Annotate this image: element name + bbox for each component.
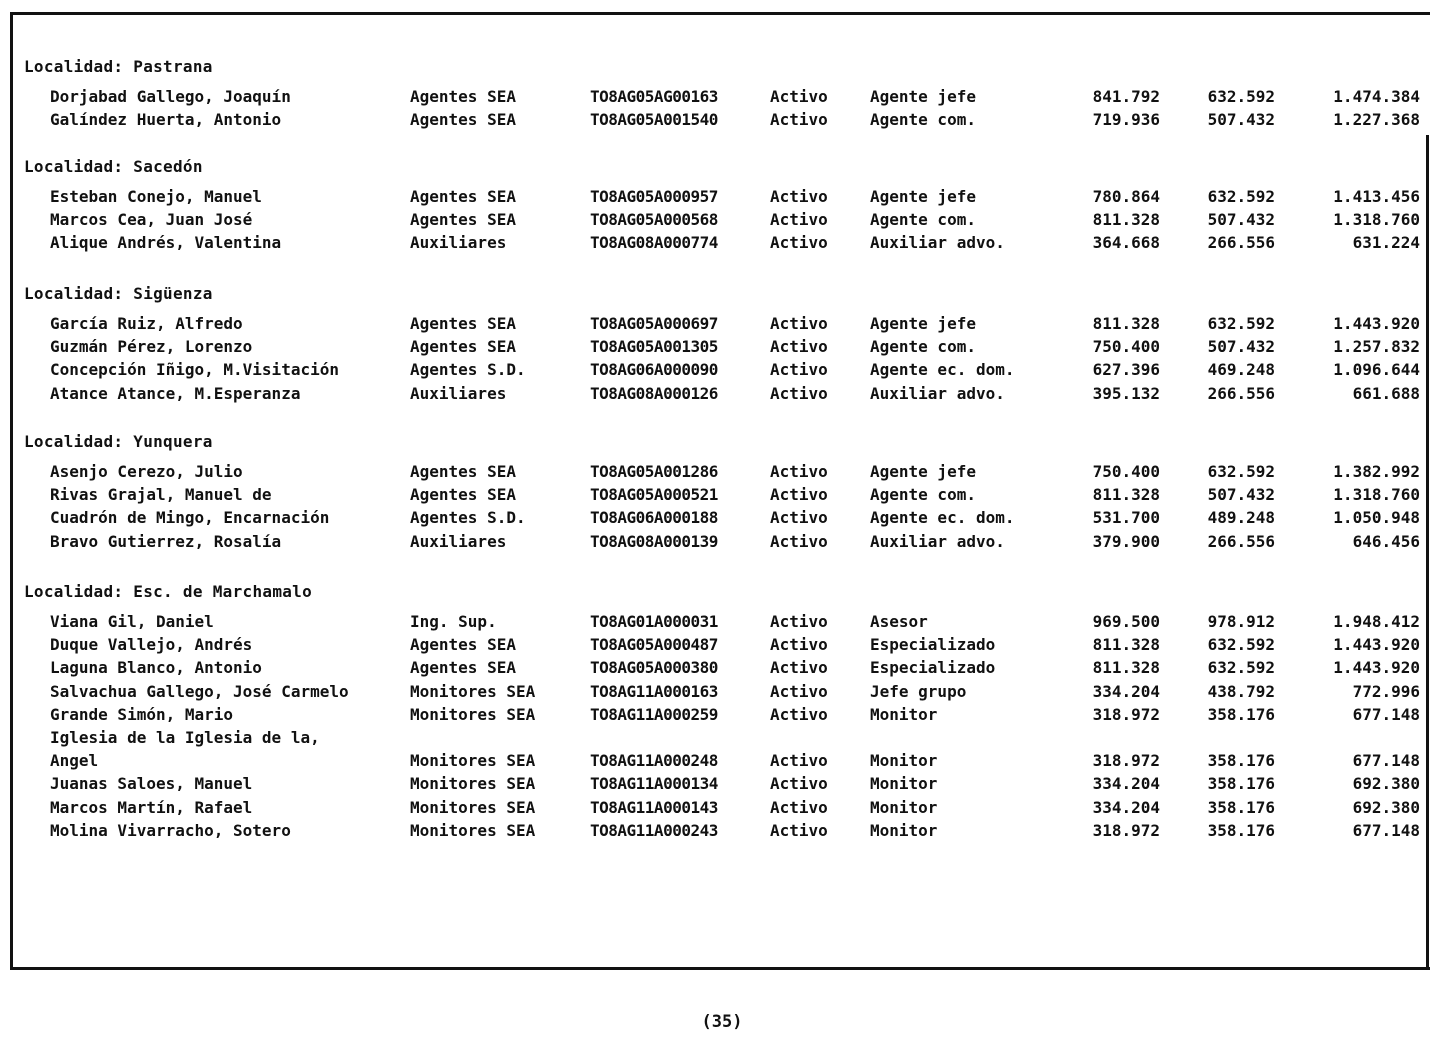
cell-v1: 841.792 <box>1092 87 1160 106</box>
cell-code: TO8AG05A000957 <box>590 187 718 206</box>
cell-code: TO8AG01A000031 <box>590 612 718 631</box>
cell-cat: Agentes SEA <box>410 635 516 655</box>
cell-status: Activo <box>770 210 828 230</box>
cell-code: TO8AG05A000568 <box>590 210 718 230</box>
section-heading: Localidad: Pastrana <box>24 57 213 76</box>
cell-position: Agente com. <box>870 210 976 230</box>
cell-v2: 978.912 <box>1207 612 1275 631</box>
cell-position: Agente jefe <box>870 462 976 481</box>
section-heading: Localidad: Sacedón <box>24 157 203 176</box>
table-row <box>0 337 1444 359</box>
cell-v3: 772.996 <box>1352 681 1420 701</box>
cell-name: Concepción Iñigo, M.Visitación <box>50 360 339 380</box>
cell-v1: 531.700 <box>1092 508 1160 528</box>
cell-position: Auxiliar advo. <box>870 531 1005 551</box>
cell-position: Agente jefe <box>870 314 976 333</box>
cell-v1: 811.328 <box>1092 210 1160 230</box>
cell-v2: 266.556 <box>1207 233 1275 253</box>
cell-status: Activo <box>770 658 828 678</box>
cell-status: Activo <box>770 612 828 631</box>
cell-position: Monitor <box>870 774 938 794</box>
cell-v2: 469.248 <box>1207 360 1275 380</box>
cell-v3: 661.688 <box>1352 383 1420 403</box>
cell-name: Laguna Blanco, Antonio <box>50 658 262 678</box>
cell-v2: 358.176 <box>1207 704 1275 724</box>
cell-status: Activo <box>770 751 828 771</box>
cell-status: Activo <box>770 774 828 794</box>
cell-status: Activo <box>770 314 828 333</box>
cell-status: Activo <box>770 508 828 528</box>
cell-code: TO8AG11A000248 <box>590 751 718 771</box>
cell-v1: 627.396 <box>1092 360 1160 380</box>
cell-v3: 631.224 <box>1352 233 1420 253</box>
cell-v3: 1.443.920 <box>1333 658 1420 678</box>
cell-v1: 334.204 <box>1092 774 1160 794</box>
cell-code: TO8AG08A000139 <box>590 531 718 551</box>
cell-name: Grande Simón, Mario <box>50 704 234 724</box>
cell-name: Marcos Cea, Juan José <box>50 210 253 230</box>
cell-position: Jefe grupo <box>870 681 967 701</box>
cell-v1: 811.328 <box>1092 658 1160 678</box>
cell-position: Especializado <box>870 658 996 678</box>
cell-name: Duque Vallejo, Andrés <box>50 635 253 655</box>
cell-status: Activo <box>770 485 828 505</box>
cell-v2: 489.248 <box>1207 508 1275 528</box>
table-row <box>0 658 1444 680</box>
cell-code: TO8AG11A000259 <box>590 704 718 724</box>
cell-position: Agente com. <box>870 110 976 130</box>
cell-name: Guzmán Pérez, Lorenzo <box>50 337 253 357</box>
cell-v2: 632.592 <box>1207 658 1275 678</box>
cell-code: TO8AG11A000134 <box>590 774 718 794</box>
cell-name: Asenjo Cerezo, Julio <box>50 462 243 481</box>
cell-v2: 358.176 <box>1207 820 1275 840</box>
cell-name: Molina Vivarracho, Sotero <box>50 820 291 840</box>
cell-v2: 358.176 <box>1207 751 1275 771</box>
table-row <box>0 110 1444 132</box>
cell-v3: 1.413.456 <box>1333 187 1420 206</box>
table-row <box>0 821 1444 843</box>
cell-position: Monitor <box>870 820 938 840</box>
table-row <box>0 705 1444 727</box>
cell-v2: 358.176 <box>1207 797 1275 817</box>
cell-code: TO8AG05AG00163 <box>590 87 718 106</box>
cell-status: Activo <box>770 383 828 403</box>
table-row <box>0 682 1444 704</box>
cell-v3: 677.148 <box>1352 704 1420 724</box>
cell-v2: 358.176 <box>1207 774 1275 794</box>
cell-v2: 632.592 <box>1207 635 1275 655</box>
table-row <box>0 187 1444 209</box>
cell-v1: 395.132 <box>1092 383 1160 403</box>
cell-v2: 266.556 <box>1207 531 1275 551</box>
cell-position: Especializado <box>870 635 996 655</box>
cell-name: Marcos Martín, Rafael <box>50 797 253 817</box>
cell-name: Salvachua Gallego, José Carmelo <box>50 681 349 701</box>
cell-position: Agente com. <box>870 485 976 505</box>
cell-v1: 811.328 <box>1092 314 1160 333</box>
table-row <box>0 798 1444 820</box>
section-heading: Localidad: Sigüenza <box>24 284 213 303</box>
table-row <box>0 360 1444 382</box>
cell-name: Esteban Conejo, Manuel <box>50 187 262 206</box>
cell-status: Activo <box>770 360 828 380</box>
cell-v3: 1.257.832 <box>1333 337 1420 357</box>
table-row <box>0 532 1444 554</box>
cell-v3: 1.318.760 <box>1333 210 1420 230</box>
cell-code: TO8AG05A000521 <box>590 485 718 505</box>
cell-v2: 507.432 <box>1207 485 1275 505</box>
cell-v2: 632.592 <box>1207 462 1275 481</box>
cell-name: Iglesia de la Iglesia de la, <box>50 728 320 747</box>
cell-status: Activo <box>770 187 828 206</box>
cell-v3: 1.096.644 <box>1333 360 1420 380</box>
cell-code: TO8AG08A000126 <box>590 383 718 403</box>
cell-name: Rivas Grajal, Manuel de <box>50 485 272 505</box>
cell-code: TO8AG05A001286 <box>590 462 718 481</box>
table-row <box>0 485 1444 507</box>
cell-position: Monitor <box>870 704 938 724</box>
cell-v1: 719.936 <box>1092 110 1160 130</box>
cell-cat: Agentes SEA <box>410 314 516 333</box>
cell-v1: 334.204 <box>1092 681 1160 701</box>
cell-code: TO8AG06A000188 <box>590 508 718 528</box>
cell-name: Bravo Gutierrez, Rosalía <box>50 531 282 551</box>
cell-cat: Agentes SEA <box>410 210 516 230</box>
cell-v3: 677.148 <box>1352 820 1420 840</box>
cell-v1: 379.900 <box>1092 531 1160 551</box>
cell-name: Dorjabad Gallego, Joaquín <box>50 87 291 106</box>
cell-name: Cuadrón de Mingo, Encarnación <box>50 508 330 528</box>
cell-code: TO8AG05A001540 <box>590 110 718 130</box>
cell-status: Activo <box>770 681 828 701</box>
cell-name: Atance Atance, M.Esperanza <box>50 383 301 403</box>
table-row <box>0 774 1444 796</box>
cell-v3: 1.443.920 <box>1333 635 1420 655</box>
table-row <box>0 462 1444 484</box>
cell-status: Activo <box>770 462 828 481</box>
cell-cat: Monitores SEA <box>410 751 536 771</box>
cell-cat: Auxiliares <box>410 233 507 253</box>
cell-cat: Auxiliares <box>410 383 507 403</box>
cell-v2: 507.432 <box>1207 110 1275 130</box>
cell-cat: Agentes SEA <box>410 337 516 357</box>
cell-status: Activo <box>770 337 828 357</box>
cell-v3: 1.227.368 <box>1333 110 1420 130</box>
cell-v2: 632.592 <box>1207 87 1275 106</box>
cell-v1: 750.400 <box>1092 337 1160 357</box>
cell-status: Activo <box>770 820 828 840</box>
cell-v2: 632.592 <box>1207 187 1275 206</box>
cell-cat: Agentes SEA <box>410 187 516 206</box>
cell-cat: Agentes SEA <box>410 658 516 678</box>
cell-cat: Monitores SEA <box>410 704 536 724</box>
cell-position: Agente ec. dom. <box>870 360 1015 380</box>
cell-cat: Agentes SEA <box>410 87 516 106</box>
table-row <box>0 508 1444 530</box>
cell-position: Agente ec. dom. <box>870 508 1015 528</box>
cell-name: Galíndez Huerta, Antonio <box>50 110 282 130</box>
section-heading: Localidad: Esc. de Marchamalo <box>24 582 313 601</box>
cell-cat: Auxiliares <box>410 531 507 551</box>
cell-status: Activo <box>770 87 828 106</box>
cell-code: TO8AG05A000487 <box>590 635 718 655</box>
cell-code: TO8AG06A000090 <box>590 360 718 380</box>
cell-code: TO8AG05A000380 <box>590 658 718 678</box>
cell-code: TO8AG11A000163 <box>590 681 718 701</box>
cell-v1: 750.400 <box>1092 462 1160 481</box>
cell-v2: 507.432 <box>1207 210 1275 230</box>
cell-v2: 266.556 <box>1207 383 1275 403</box>
cell-cat: Monitores SEA <box>410 681 536 701</box>
cell-status: Activo <box>770 704 828 724</box>
cell-v3: 1.948.412 <box>1333 612 1420 631</box>
table-row <box>0 210 1444 232</box>
cell-position: Agente jefe <box>870 187 976 206</box>
cell-code: TO8AG11A000143 <box>590 797 718 817</box>
cell-name: Alique Andrés, Valentina <box>50 233 282 253</box>
cell-cat: Agentes SEA <box>410 485 516 505</box>
cell-cat: Monitores SEA <box>410 820 536 840</box>
cell-v3: 1.050.948 <box>1333 508 1420 528</box>
page-number: (35) <box>701 1012 743 1032</box>
cell-cat: Monitores SEA <box>410 774 536 794</box>
cell-v3: 1.382.992 <box>1333 462 1420 481</box>
cell-code: TO8AG05A001305 <box>590 337 718 357</box>
cell-position: Monitor <box>870 797 938 817</box>
cell-name: García Ruiz, Alfredo <box>50 314 243 333</box>
cell-v1: 780.864 <box>1092 187 1160 206</box>
cell-v3: 1.443.920 <box>1333 314 1420 333</box>
cell-name: Juanas Saloes, Manuel <box>50 774 253 794</box>
table-row <box>0 635 1444 657</box>
cell-status: Activo <box>770 233 828 253</box>
cell-v1: 811.328 <box>1092 485 1160 505</box>
section-heading: Localidad: Yunquera <box>24 432 213 451</box>
cell-status: Activo <box>770 797 828 817</box>
cell-cat: Ing. Sup. <box>410 612 497 631</box>
cell-v2: 507.432 <box>1207 337 1275 357</box>
cell-v3: 677.148 <box>1352 751 1420 771</box>
cell-cat: Agentes S.D. <box>410 508 526 528</box>
cell-cat: Agentes SEA <box>410 462 516 481</box>
cell-v1: 318.972 <box>1092 820 1160 840</box>
cell-v2: 632.592 <box>1207 314 1275 333</box>
cell-v3: 1.318.760 <box>1333 485 1420 505</box>
cell-v1: 969.500 <box>1092 612 1160 631</box>
cell-position: Agente jefe <box>870 87 976 106</box>
cell-v1: 364.668 <box>1092 233 1160 253</box>
cell-cat: Agentes S.D. <box>410 360 526 380</box>
cell-v3: 692.380 <box>1352 797 1420 817</box>
cell-position: Asesor <box>870 612 928 631</box>
cell-position: Auxiliar advo. <box>870 383 1005 403</box>
cell-position: Agente com. <box>870 337 976 357</box>
cell-v3: 1.474.384 <box>1333 87 1420 106</box>
cell-status: Activo <box>770 531 828 551</box>
cell-v1: 334.204 <box>1092 797 1160 817</box>
cell-name: Angel <box>50 751 99 771</box>
cell-code: TO8AG08A000774 <box>590 233 718 253</box>
cell-position: Auxiliar advo. <box>870 233 1005 253</box>
table-row <box>0 612 1444 634</box>
table-row <box>0 314 1444 336</box>
cell-cat: Monitores SEA <box>410 797 536 817</box>
cell-v1: 811.328 <box>1092 635 1160 655</box>
cell-status: Activo <box>770 635 828 655</box>
table-row <box>0 87 1444 109</box>
cell-v1: 318.972 <box>1092 751 1160 771</box>
cell-v2: 438.792 <box>1207 681 1275 701</box>
cell-status: Activo <box>770 110 828 130</box>
cell-v3: 692.380 <box>1352 774 1420 794</box>
cell-code: TO8AG11A000243 <box>590 820 718 840</box>
cell-v3: 646.456 <box>1352 531 1420 551</box>
cell-cat: Agentes SEA <box>410 110 516 130</box>
table-row <box>0 751 1444 773</box>
table-row <box>0 384 1444 406</box>
cell-v1: 318.972 <box>1092 704 1160 724</box>
cell-code: TO8AG05A000697 <box>590 314 718 333</box>
cell-name: Viana Gil, Daniel <box>50 612 214 631</box>
table-row <box>0 728 1444 750</box>
cell-position: Monitor <box>870 751 938 771</box>
table-row <box>0 233 1444 255</box>
